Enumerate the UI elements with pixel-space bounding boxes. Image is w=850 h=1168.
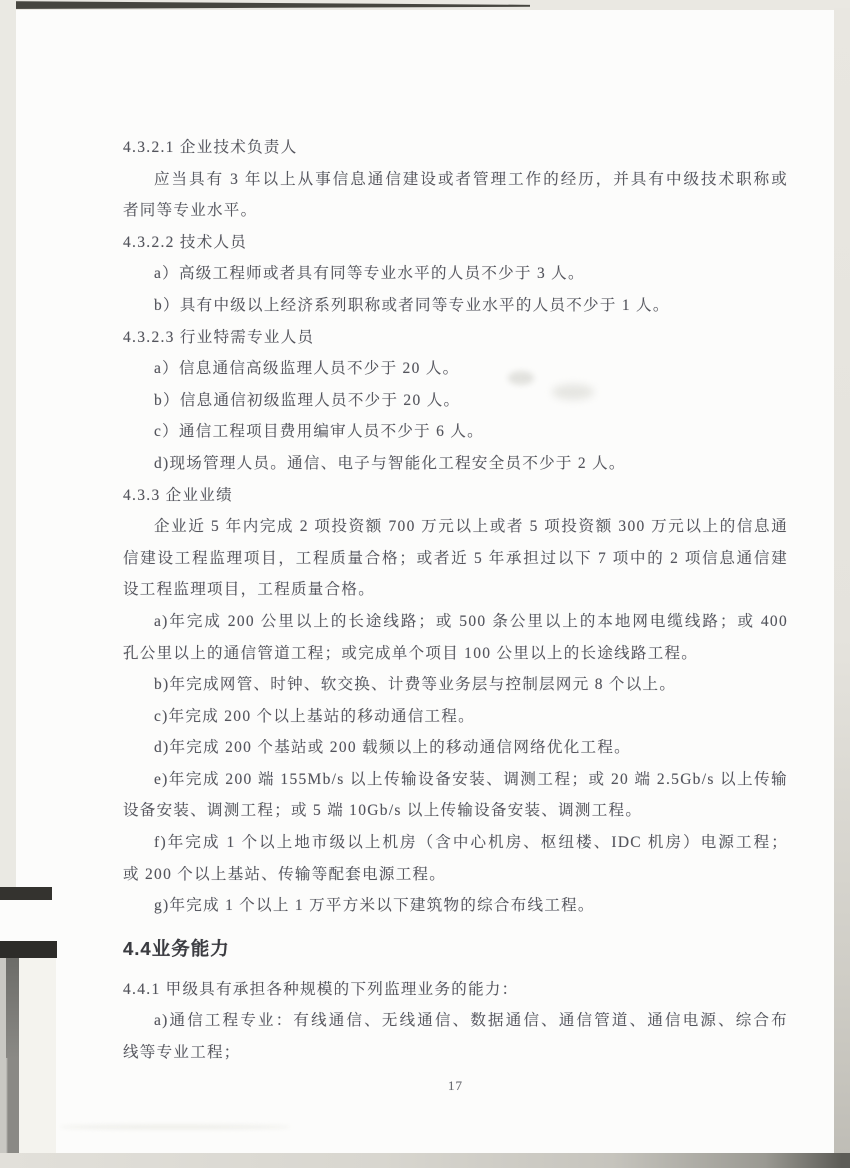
scan-left-edge — [0, 0, 16, 888]
scan-top-edge — [0, 0, 850, 10]
list-item-line: b）具有中级以上经济系列职称或者同等专业水平的人员不少于 1 人。 — [154, 296, 670, 314]
list-item-line: d)年完成 200 个基站或 200 载频以上的移动通信网络优化工程。 — [154, 739, 631, 757]
scan-left-gray-strip — [0, 958, 19, 1168]
scan-left-black-mark-lower — [0, 941, 57, 958]
scan-bottom-shadow-band — [0, 1153, 850, 1168]
scan-page-edge-sliver — [19, 958, 56, 1168]
body-line: 信建设工程监理项目，工程质量合格；或者近 5 年承担过以下 7 项中的 2 项信息通信建 — [123, 549, 788, 567]
clause-title-line: 4.3.2.1 企业技术负责人 — [123, 139, 298, 156]
body-line: 线等专业工程； — [123, 1044, 241, 1062]
list-item-line: g)年完成 1 个以上 1 万平方米以下建筑物的综合布线工程。 — [154, 897, 595, 915]
clause-title-line: 4.3.3 企业业绩 — [123, 486, 233, 504]
body-line: 设备安装、调测工程；或 5 端 10Gb/s 以上传输设备安装、调测工程。 — [123, 802, 643, 820]
body-line: 孔公里以上的通信管道工程；或完成单个项目 100 公里以上的长途线路工程。 — [123, 644, 699, 662]
list-item-line: b）信息通信初级监理人员不少于 20 人。 — [154, 391, 461, 409]
scan-left-black-mark-upper — [0, 887, 52, 900]
page-number: 17 — [448, 1077, 463, 1093]
list-item-line: f)年完成 1 个以上地市级以上机房（含中心机房、枢纽楼、IDC 机房）电源工程； — [154, 834, 788, 852]
body-line: 者同等专业水平。 — [123, 202, 258, 220]
list-item-line: c）通信工程项目费用编审人员不少于 6 人。 — [154, 423, 484, 441]
scan-left-gray-strip-dark — [6, 958, 19, 1058]
scan-top-shadow-wedge — [0, 1, 530, 9]
clause-title-line: 4.3.2.2 技术人员 — [123, 233, 248, 251]
section-heading: 4.4业务能力 — [123, 937, 230, 959]
list-item-line: e)年完成 200 端 155Mb/s 以上传输设备安装、调测工程；或 20 端 2.5Gb/s 以上传输 — [154, 770, 788, 788]
list-item-line: a)年完成 200 公里以上的长途线路；或 500 条公里以上的本地网电缆线路；或 400 — [154, 612, 788, 630]
scan-right-shadow-band — [834, 8, 850, 1154]
document-text-block — [123, 132, 788, 1094]
list-item-line: a）信息通信高级监理人员不少于 20 人。 — [154, 360, 460, 378]
clause-title-line: 4.4.1 甲级具有承担各种规模的下列监理业务的能力： — [123, 980, 519, 998]
body-line: 设工程监理项目，工程质量合格。 — [123, 581, 376, 599]
list-item-line: b)年完成网管、时钟、软交换、计费等业务层与控制层网元 8 个以上。 — [154, 676, 677, 694]
clause-title-line: 4.3.2.3 行业特需专业人员 — [123, 328, 315, 346]
body-line: 应当具有 3 年以上从事信息通信建设或者管理工作的经历，并具有中级技术职称或 — [154, 170, 788, 188]
list-item-line: c)年完成 200 个以上基站的移动通信工程。 — [154, 707, 475, 725]
scan-smudge — [60, 1125, 290, 1129]
list-item-line: a）高级工程师或者具有同等专业水平的人员不少于 3 人。 — [154, 265, 585, 283]
body-line: 或 200 个以上基站、传输等配套电源工程。 — [123, 865, 447, 883]
body-line: 企业近 5 年内完成 2 项投资额 700 万元以上或者 5 项投资额 300 万元以上的信息通 — [154, 518, 788, 536]
list-item-line: d)现场管理人员。通信、电子与智能化工程安全员不少于 2 人。 — [154, 454, 626, 472]
list-item-line: a)通信工程专业：有线通信、无线通信、数据通信、通信管道、通信电源、综合布 — [154, 1012, 788, 1030]
